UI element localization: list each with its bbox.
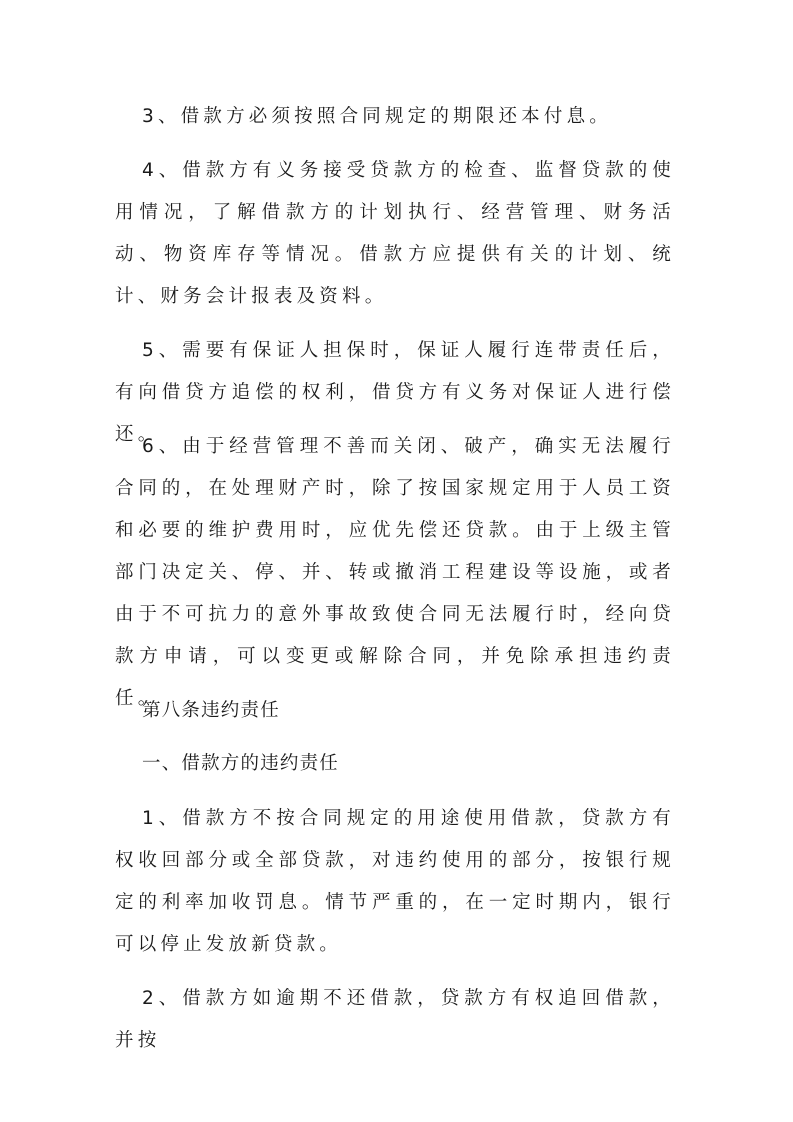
- paragraph-clause-4: 4、借款方有义务接受贷款方的检查、监督贷款的使用情况，了解借款方的计划执行、经营管理、财务活动、物资库存等情况。借款方应提供有关的计划、统计、财务会计报表及资料。: [115, 160, 675, 307]
- paragraph-clause-3: 3、借款方必须按照合同规定的期限还本付息。: [142, 106, 612, 127]
- paragraph-liability-1: 1、借款方不按合同规定的用途使用借款，贷款方有权收回部分或全部贷款，对违约使用的部分，按银行规定的利率加收罚息。情节严重的，在一定时期内，银行可以停止发放新贷款。: [115, 808, 675, 955]
- paragraph-clause-5: 5、需要有保证人担保时，保证人履行连带责任后，有向借贷方追偿的权利，借贷方有义务对保证人进行偿还。: [115, 340, 675, 445]
- paragraph-clause-6: 6、由于经营管理不善而关闭、破产，确实无法履行合同的，在处理财产时，除了按国家规定用于人员工资和必要的维护费用时，应优先偿还贷款。由于上级主管部门决定关、停、并、转或撤消工程建设等设施，或者由于不可抗力的意外事故致使合同无法履行时，经向贷款方申请，可以变更或解除合同，并免除承担违约责任。: [115, 436, 675, 709]
- subsection-heading-borrower-liability: 一、借款方的违约责任: [142, 753, 340, 774]
- paragraph-liability-2: 2、借款方如逾期不还借款，贷款方有权追回借款，并按: [115, 988, 675, 1051]
- section-heading-article-8: 第八条违约责任: [142, 700, 280, 721]
